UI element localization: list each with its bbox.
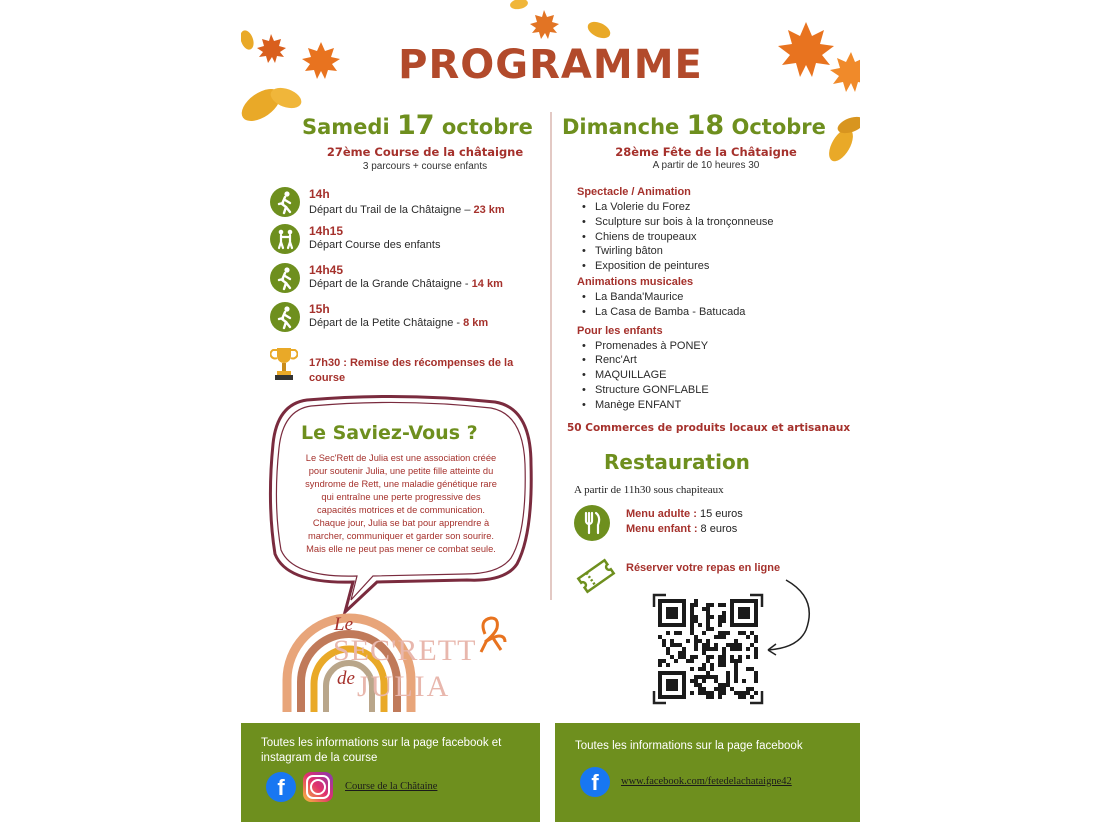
list-item: • La Casa de Bamba - Batucada [577,305,847,320]
sunday-program [577,185,847,413]
children-running-icon [270,224,300,254]
runner-icon [270,263,300,293]
schedule-description: Départ de la Grande Châtaigne - 14 km [309,278,503,290]
footer-right-panel [555,723,860,822]
schedule-item [270,261,560,297]
menu-child: Menu enfant : 8 euros [626,523,738,535]
reserve-link[interactable]: Réserver votre repas en ligne [626,562,781,574]
commerces-text: 50 Commerces de produits locaux et artisanaux [567,422,851,434]
section-list [577,200,847,274]
list-item: • Structure GONFLABLE [577,383,847,398]
sunday-date: 18 [686,110,725,141]
schedule-time: 14h [309,187,330,201]
awards-item [270,345,570,387]
schedule-item [270,222,560,258]
list-item: • Promenades à PONEY [577,339,847,354]
menu-adult: Menu adulte : 15 euros [626,508,743,520]
saturday-event-title: 27ème Course de la châtaigne [326,145,524,159]
footer-right-text: Toutes les informations sur la page facebook [575,740,803,752]
schedule-item [270,185,560,221]
maple-leaf-icon [530,10,559,39]
fete-facebook-link[interactable]: www.facebook.com/fetedelachataigne42 [621,776,792,787]
schedule-time: 15h [309,302,330,316]
list-item: • Manège ENFANT [577,398,847,413]
list-item: • Exposition de peintures [577,259,847,274]
course-facebook-link[interactable]: Course de la Chătaine [345,781,438,792]
list-item: • Renc'Art [577,353,847,368]
arrow-icon [756,578,816,658]
list-item: • Chiens de troupeaux [577,230,847,245]
leaf-icon [585,19,613,42]
list-item: • Twirling bâton [577,244,847,259]
runner-icon [270,302,300,332]
section-title: Animations musicales [577,275,694,288]
schedule-description: Départ Course des enfants [309,239,441,251]
trophy-icon [270,345,298,383]
saturday-date: 17 [396,110,435,141]
schedule-description: Départ de la Petite Châtaigne - 8 km [309,317,489,329]
logo-text-julia: JULIA [357,670,451,703]
list-item: • La Banda'Maurice [577,290,847,305]
schedule-distance: 14 km [471,278,503,290]
saturday-subtitle: 3 parcours + course enfants [362,161,488,172]
ticket-icon [576,556,616,596]
schedule-distance: 8 km [463,317,489,329]
logo-text-secrett: SEC'RETT [333,634,477,667]
schedule-distance: 23 km [473,204,505,216]
saturday-month: octobre [441,115,533,139]
bubble-title: Le Saviez-Vous ? [301,422,478,444]
schedule-time: 14h15 [309,224,344,238]
leaf-icon [509,0,528,10]
footer-left-text: Toutes les informations sur la page facebook et instagram de la course [261,737,502,764]
saturday-heading [302,110,533,141]
logo-text-de: de [337,668,355,689]
page-title: PROGRAMME [398,42,703,88]
section-list [577,339,847,413]
section-list [577,290,847,320]
schedule-description: Départ du Trail de la Châtaigne – 23 km [309,204,505,216]
sunday-heading [562,110,826,141]
sunday-event-title: 28ème Fête de la Châtaigne [615,145,797,159]
facebook-icon[interactable]: f [266,772,296,802]
leaf-icon [241,83,304,128]
bubble-text: Le Sec'Rett de Julia est une association créée pour soutenir Julia, une petite fille atteinte du syndrome de Rett, une maladie génétique rare qui entraîne une perte progressive des capacités motrices et de communication. Chaque jour, Julia se bat pour apprendre à marcher, communiquer et garder son sourire. Mais elle ne peut pas mener ce combat seule. [305,453,497,554]
facebook-icon[interactable]: f [580,767,610,797]
list-item: • Sculpture sur bois à la tronçonneuse [577,215,847,230]
sunday-day: Dimanche [562,115,680,139]
schedule-item [270,300,560,336]
sunday-month: Octobre [731,115,826,139]
footer-left-panel [241,723,540,822]
logo-text-le: Le [334,614,353,635]
fork-knife-icon [574,505,610,541]
saturday-day: Samedi [302,115,390,139]
restauration-title: Restauration [604,450,750,474]
restauration-subtitle: A partir de 11h30 sous chapiteaux [574,484,724,496]
list-item: • MAQUILLAGE [577,368,847,383]
runner-icon [270,187,300,217]
sunday-subtitle: A partir de 10 heures 30 [652,160,760,171]
list-item: • La Volerie du Forez [577,200,847,215]
awards-line-2: course [309,372,346,384]
qr-code[interactable] [652,593,764,705]
poster [241,0,860,825]
schedule-time: 14h45 [309,263,344,277]
section-title: Pour les enfants [577,324,663,337]
section-title: Spectacle / Animation [577,186,691,198]
instagram-icon[interactable] [303,772,333,802]
awards-line-1: 17h30 : Remise des récompenses de la [309,357,514,369]
